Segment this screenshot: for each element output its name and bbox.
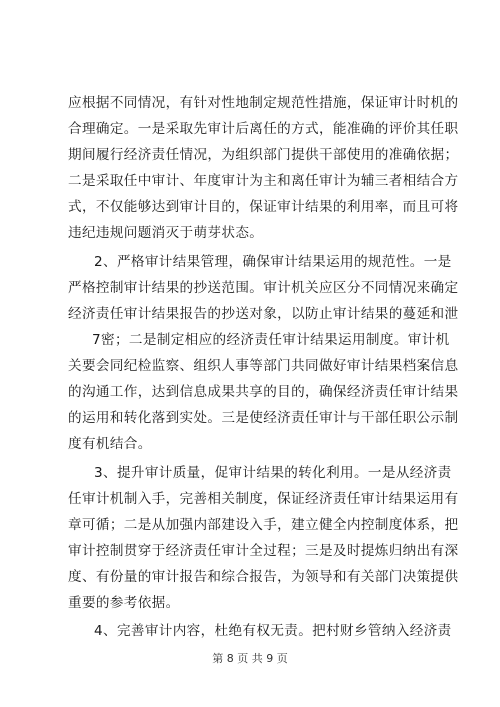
text-line: 审计控制贯穿于经济责任审计全过程；三是及时提炼归纳出有深 <box>68 543 459 559</box>
text-line: 3、提升审计质量，促审计结果的转化利用。一是从经济责 <box>94 465 452 481</box>
text-line: 合理确定。一是采取先审计后离任的方式，能准确的评价其任职 <box>68 121 459 137</box>
text-line: 4、完善审计内容，杜绝有权无责。把村财乡管纳入经济责 <box>94 623 452 639</box>
text-line: 重要的参考依据。 <box>68 595 180 611</box>
text-line: 关要会同纪检监察、组织人事等部门共同做好审计结果档案信息 <box>68 358 459 374</box>
text-line: 违纪违规问题消灭于萌芽状态。 <box>68 225 264 241</box>
text-line: 章可循；二是从加强内部建设入手，建立健全内控制度体系，把 <box>68 517 459 533</box>
text-line: 7密；二是制定相应的经济责任审计结果运用制度。审计机 <box>92 332 450 348</box>
text-line: 二是采取任中审计、年度审计为主和离任审计为辅三者相结合方 <box>68 173 459 189</box>
text-line: 期间履行经济责任情况，为组织部门提供干部使用的准确依据； <box>68 147 459 163</box>
text-line: 度有机结合。 <box>68 436 152 452</box>
text-line: 的沟通工作，达到信息成果共享的目的，确保经济责任审计结果 <box>68 384 459 400</box>
text-line: 2、严格审计结果管理，确保审计结果运用的规范性。一是 <box>94 254 452 270</box>
text-line: 任审计机制入手，完善相关制度，保证经济责任审计结果运用有 <box>68 491 459 507</box>
text-line: 经济责任审计结果报告的抄送对象，以防止审计结果的蔓延和泄 <box>68 306 459 322</box>
text-line: 度、有份量的审计报告和综合报告，为领导和有关部门决策提供 <box>68 569 459 585</box>
text-line: 的运用和转化落到实处。三是使经济责任审计与干部任职公示制 <box>68 410 459 426</box>
page-number: 第 8 页 共 9 页 <box>212 652 288 665</box>
text-line: 式，不仅能够达到审计目的，保证审计结果的利用率，而且可将 <box>68 199 459 215</box>
text-line: 应根据不同情况，有针对性地制定规范性措施，保证审计时机的 <box>68 95 459 111</box>
text-line: 严格控制审计结果的抄送范围。审计机关应区分不同情况来确定 <box>68 280 459 296</box>
